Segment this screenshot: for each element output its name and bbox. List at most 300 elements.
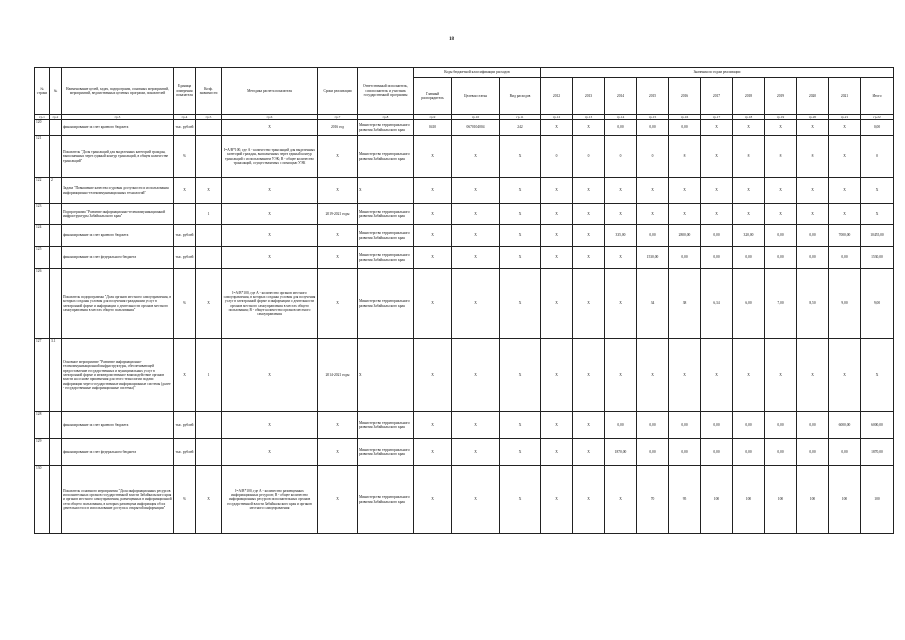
executor-cell: Министерство территориального развития Забайкальского края: [358, 247, 414, 269]
header-year: 2021: [829, 78, 861, 115]
section-code-cell: Х: [452, 339, 500, 412]
name-cell: Показатель "Доля трансакций для выделенных категорий граждан, выполненных через единый контур трансакций, в общем количестве трансакций": [62, 136, 174, 178]
name-cell: Показатель основного мероприятия "Доля информационных ресурсов исполнительных органов государственной власти Забайкальского края и органов местного самоуправления, размещенных в информационной сети общего пользования, в которых размещена информация об их деятельности и в использование доступа к открытой информации": [62, 466, 174, 534]
year-value-cell: 0,00: [669, 247, 701, 269]
year-value-cell: 0,00: [797, 412, 829, 439]
method-cell: Х: [222, 120, 318, 136]
item-number-cell: [50, 120, 62, 136]
executor-cell: Министерство территориального развития Забайкальского края: [358, 269, 414, 339]
year-value-cell: 0,00: [701, 225, 733, 247]
method-cell: Х: [222, 339, 318, 412]
table-header: [35, 68, 894, 120]
header-executor: Ответственный исполнитель, соисполнитель и участник государственной программы: [358, 68, 414, 115]
column-number: гр.19: [765, 115, 797, 120]
exp-type-code-cell: Х: [500, 178, 541, 204]
table-row: [35, 339, 894, 412]
coef-cell: Х: [196, 466, 222, 534]
total-value-cell: 6000,00: [861, 412, 894, 439]
year-value-cell: 38: [669, 269, 701, 339]
exp-type-code-cell: Х: [500, 339, 541, 412]
coef-cell: Х: [196, 269, 222, 339]
year-value-cell: Х: [829, 204, 861, 225]
header-row-no: № строки: [35, 68, 50, 115]
header-year: 2016: [669, 78, 701, 115]
year-value-cell: Х: [829, 120, 861, 136]
column-number: гр.17: [701, 115, 733, 120]
coef-cell: 1: [196, 339, 222, 412]
header-year: 2017: [701, 78, 733, 115]
item-number-cell: [50, 412, 62, 439]
year-value-cell: 1530,00: [637, 247, 669, 269]
total-value-cell: 0: [861, 136, 894, 178]
name-cell: финансирование за счет краевого бюджета: [62, 225, 174, 247]
section-code-cell: Х: [452, 439, 500, 466]
exp-type-code-cell: Х: [500, 247, 541, 269]
year-value-cell: Х: [573, 412, 605, 439]
column-number: гр.4: [174, 115, 196, 120]
method-cell: Х: [222, 247, 318, 269]
header-coef: Коэф. значимости: [196, 68, 222, 115]
total-value-cell: Х: [861, 204, 894, 225]
admin-code-cell: Х: [414, 466, 452, 534]
year-value-cell: 0,00: [829, 247, 861, 269]
year-value-cell: 0,00: [637, 120, 669, 136]
section-code-cell: Х: [452, 225, 500, 247]
row-number-cell: 121: [35, 136, 50, 178]
column-number: гр.20: [797, 115, 829, 120]
table-row: [35, 466, 894, 534]
year-value-cell: Х: [573, 439, 605, 466]
section-code-cell: Х: [452, 204, 500, 225]
year-value-cell: Х: [605, 178, 637, 204]
admin-code-cell: Х: [414, 339, 452, 412]
row-number-cell: 127: [35, 339, 50, 412]
program-indicators-table: [34, 67, 894, 534]
period-cell: Х: [318, 439, 358, 466]
year-value-cell: 0,00: [605, 120, 637, 136]
method-cell: I=A/B*100, где А - количество органов местного самоуправления, в которых созданы условия для получения услуг в электронной форме и информации о деятельности органов местного самоуправления в местах общего пользования; В - общее количество органов местного самоуправления: [222, 269, 318, 339]
table-row: [35, 247, 894, 269]
year-value-cell: 6000,00: [829, 412, 861, 439]
exp-type-code-cell: 242: [500, 120, 541, 136]
row-number-cell: 120: [35, 120, 50, 136]
year-value-cell: Х: [829, 339, 861, 412]
total-value-cell: 0,00: [861, 120, 894, 136]
row-number-cell: 130: [35, 466, 50, 534]
year-value-cell: 8: [797, 136, 829, 178]
header-year: 2015: [637, 78, 669, 115]
row-number-cell: 125: [35, 247, 50, 269]
row-number-cell: 126: [35, 269, 50, 339]
column-number: гр.5: [196, 115, 222, 120]
year-value-cell: Х: [541, 466, 573, 534]
year-value-cell: 0,00: [797, 439, 829, 466]
year-value-cell: Х: [541, 412, 573, 439]
year-value-cell: Х: [765, 178, 797, 204]
year-value-cell: Х: [829, 178, 861, 204]
item-number-cell: [50, 247, 62, 269]
column-number: гр.7: [318, 115, 358, 120]
name-cell: финансирование за счет федерального бюджета: [62, 247, 174, 269]
name-cell: финансирование за счет краевого бюджета: [62, 412, 174, 439]
year-value-cell: Х: [573, 204, 605, 225]
year-value-cell: 0,00: [701, 412, 733, 439]
table-row: [35, 136, 894, 178]
year-value-cell: Х: [605, 339, 637, 412]
year-value-cell: Х: [573, 339, 605, 412]
section-code-cell: Х: [452, 412, 500, 439]
column-number: гр.8: [358, 115, 414, 120]
year-value-cell: Х: [573, 269, 605, 339]
year-value-cell: Х: [637, 178, 669, 204]
column-number: гр.12: [541, 115, 573, 120]
year-value-cell: Х: [733, 339, 765, 412]
header-year: 2012: [541, 78, 573, 115]
header-year: 2014: [605, 78, 637, 115]
unit-cell: %: [174, 269, 196, 339]
year-value-cell: 0: [637, 136, 669, 178]
admin-code-cell: 0410: [414, 120, 452, 136]
year-value-cell: Х: [701, 120, 733, 136]
header-year: 2018: [733, 78, 765, 115]
coef-cell: [196, 136, 222, 178]
table-row: [35, 204, 894, 225]
exp-type-code-cell: Х: [500, 136, 541, 178]
table-row: [35, 178, 894, 204]
period-cell: Х: [318, 178, 358, 204]
row-number-cell: 123: [35, 204, 50, 225]
method-cell: Х: [222, 178, 318, 204]
year-value-cell: 70: [637, 466, 669, 534]
year-value-cell: 0,00: [701, 439, 733, 466]
period-cell: 2014-2021 годы: [318, 339, 358, 412]
year-value-cell: 0: [605, 136, 637, 178]
year-value-cell: 7,00: [765, 269, 797, 339]
year-value-cell: 100: [733, 466, 765, 534]
period-cell: Х: [318, 466, 358, 534]
year-value-cell: Х: [637, 204, 669, 225]
column-number: гр.11: [500, 115, 541, 120]
year-value-cell: 0,00: [733, 439, 765, 466]
coef-cell: [196, 225, 222, 247]
column-number: гр.15: [637, 115, 669, 120]
admin-code-cell: Х: [414, 269, 452, 339]
executor-cell: Министерство территориального развития Забайкальского края: [358, 204, 414, 225]
year-value-cell: 0,00: [637, 412, 669, 439]
total-value-cell: 9,00: [861, 269, 894, 339]
period-cell: Х: [318, 412, 358, 439]
period-cell: 2016 год: [318, 120, 358, 136]
year-value-cell: Х: [797, 178, 829, 204]
method-cell: Х: [222, 225, 318, 247]
executor-cell: Х: [358, 178, 414, 204]
column-number: гр.3: [62, 115, 174, 120]
executor-cell: Министерство территориального развития Забайкальского края: [358, 439, 414, 466]
name-cell: Основное мероприятие "Развитие информационно-телекоммуникационной инфраструктуры, обеспечивающей предоставление государственных и муниципальных услуг в электронной форме и межведомственное взаимодействие органов власти на основе применения для этого технологии подачи информации через государственные информационные системы (далее - государственные информационные системы)": [62, 339, 174, 412]
unit-cell: %: [174, 136, 196, 178]
method-cell: Х: [222, 204, 318, 225]
year-value-cell: Х: [701, 136, 733, 178]
name-cell: финансирование за счет федерального бюджета: [62, 439, 174, 466]
total-value-cell: 1870,00: [861, 439, 894, 466]
item-number-cell: [50, 136, 62, 178]
table-row: [35, 120, 894, 136]
year-value-cell: Х: [573, 120, 605, 136]
year-value-cell: Х: [541, 204, 573, 225]
column-number: гр.18: [733, 115, 765, 120]
unit-cell: Х: [174, 178, 196, 204]
section-code-cell: Х: [452, 136, 500, 178]
column-number: гр.10: [452, 115, 500, 120]
method-cell: I=A/B*100, где А - количество трансакций для выделенных категорий граждан, выполненных через единый контур трансакций с использованием УЭК; В - общее количество трансакций, осуществляемых с помощью УЭК: [222, 136, 318, 178]
header-num: №: [50, 68, 62, 115]
year-value-cell: 0,00: [637, 225, 669, 247]
period-cell: Х: [318, 247, 358, 269]
year-value-cell: Х: [765, 120, 797, 136]
year-value-cell: 8: [765, 136, 797, 178]
year-value-cell: 335,00: [605, 225, 637, 247]
year-value-cell: 100: [701, 466, 733, 534]
column-number: гр.13: [573, 115, 605, 120]
year-value-cell: 95: [669, 466, 701, 534]
exp-type-code-cell: Х: [500, 439, 541, 466]
year-value-cell: 0,00: [829, 439, 861, 466]
total-value-cell: 10455,00: [861, 225, 894, 247]
year-value-cell: Х: [797, 120, 829, 136]
admin-code-cell: Х: [414, 178, 452, 204]
year-value-cell: 0,00: [765, 225, 797, 247]
year-value-cell: Х: [541, 247, 573, 269]
column-number: гр.16: [669, 115, 701, 120]
header-method: Методика расчета показателя: [222, 68, 318, 115]
page-number: 18: [449, 37, 454, 42]
coef-cell: 1: [196, 204, 222, 225]
year-value-cell: 34: [637, 269, 669, 339]
year-value-cell: 0,00: [605, 412, 637, 439]
row-number-cell: 122: [35, 178, 50, 204]
year-value-cell: Х: [541, 269, 573, 339]
admin-code-cell: Х: [414, 204, 452, 225]
name-cell: финансирование за счет краевого бюджета: [62, 120, 174, 136]
year-value-cell: 0: [541, 136, 573, 178]
total-value-cell: Х: [861, 339, 894, 412]
header-unit: Единица измерения показателя: [174, 68, 196, 115]
coef-cell: [196, 439, 222, 466]
table-row: [35, 439, 894, 466]
executor-cell: Министерство территориального развития Забайкальского края: [358, 136, 414, 178]
year-value-cell: 1870,00: [605, 439, 637, 466]
year-value-cell: 0,00: [669, 412, 701, 439]
section-code-cell: Х: [452, 269, 500, 339]
unit-cell: тыс. рублей: [174, 412, 196, 439]
admin-code-cell: Х: [414, 412, 452, 439]
executor-cell: Министерство территориального развития Забайкальского края: [358, 120, 414, 136]
unit-cell: тыс. рублей: [174, 225, 196, 247]
period-cell: Х: [318, 225, 358, 247]
header-year: 2019: [765, 78, 797, 115]
year-value-cell: Х: [797, 339, 829, 412]
exp-type-code-cell: Х: [500, 204, 541, 225]
year-value-cell: 100: [765, 466, 797, 534]
year-value-cell: Х: [541, 120, 573, 136]
year-value-cell: Х: [541, 225, 573, 247]
year-value-cell: 8: [733, 136, 765, 178]
period-cell: Х: [318, 269, 358, 339]
name-cell: Задача "Повышение качества и уровня доступности и использования информационно-телекоммуникационных технологий": [62, 178, 174, 204]
column-number: гр.9: [414, 115, 452, 120]
column-number: гр.14: [605, 115, 637, 120]
table-body: [35, 120, 894, 534]
year-value-cell: Х: [765, 204, 797, 225]
header-name: Наименование целей, задач, подпрограмм, основных мероприятий, мероприятий, ведомственных целевых программ, показателей: [62, 68, 174, 115]
column-number: гр.1: [35, 115, 50, 120]
header-bcc-group: Коды бюджетной классификации расходов: [414, 68, 541, 78]
unit-cell: тыс. рублей: [174, 439, 196, 466]
year-value-cell: Х: [605, 269, 637, 339]
admin-code-cell: Х: [414, 136, 452, 178]
year-value-cell: 6,34: [701, 269, 733, 339]
year-value-cell: 0,00: [765, 412, 797, 439]
year-value-cell: 0,00: [669, 120, 701, 136]
year-value-cell: Х: [573, 178, 605, 204]
admin-code-cell: Х: [414, 439, 452, 466]
total-value-cell: 1530,00: [861, 247, 894, 269]
year-value-cell: Х: [573, 247, 605, 269]
year-value-cell: 2800,00: [669, 225, 701, 247]
header-section: Целевая статья: [452, 78, 500, 115]
executor-cell: Х: [358, 339, 414, 412]
year-value-cell: 9,00: [829, 269, 861, 339]
year-value-cell: Х: [701, 178, 733, 204]
row-number-cell: 129: [35, 439, 50, 466]
year-value-cell: Х: [669, 178, 701, 204]
year-value-cell: Х: [541, 439, 573, 466]
column-number: гр.6: [222, 115, 318, 120]
year-value-cell: Х: [701, 204, 733, 225]
column-number: гр.2: [50, 115, 62, 120]
year-value-cell: 100: [797, 466, 829, 534]
year-value-cell: 8,50: [797, 269, 829, 339]
year-value-cell: Х: [605, 204, 637, 225]
column-number: гр.21: [829, 115, 861, 120]
year-value-cell: Х: [669, 204, 701, 225]
year-value-cell: 0: [573, 136, 605, 178]
item-number-cell: [50, 439, 62, 466]
executor-cell: Министерство территориального развития Забайкальского края: [358, 225, 414, 247]
item-number-cell: 2: [50, 178, 62, 204]
unit-cell: [174, 204, 196, 225]
item-number-cell: 3.1: [50, 339, 62, 412]
executor-cell: Министерство территориального развития Забайкальского края: [358, 412, 414, 439]
row-number-cell: 124: [35, 225, 50, 247]
section-code-cell: 0670104004: [452, 120, 500, 136]
coef-cell: [196, 412, 222, 439]
year-value-cell: 0,00: [765, 247, 797, 269]
section-code-cell: Х: [452, 247, 500, 269]
year-value-cell: Х: [573, 225, 605, 247]
item-number-cell: [50, 269, 62, 339]
header-exp-type: Вид расходов: [500, 78, 541, 115]
year-value-cell: 7000,00: [829, 225, 861, 247]
unit-cell: тыс. рублей: [174, 247, 196, 269]
year-value-cell: 0,00: [669, 439, 701, 466]
executor-cell: Министерство территориального развития Забайкальского края: [358, 466, 414, 534]
unit-cell: тыс. рублей: [174, 120, 196, 136]
year-value-cell: 0,00: [733, 247, 765, 269]
year-value-cell: Х: [605, 247, 637, 269]
year-value-cell: Х: [573, 466, 605, 534]
year-value-cell: Х: [637, 339, 669, 412]
table-row: [35, 269, 894, 339]
year-value-cell: 0,00: [733, 412, 765, 439]
year-value-cell: 0,00: [701, 247, 733, 269]
year-value-cell: Х: [541, 339, 573, 412]
year-value-cell: Х: [605, 466, 637, 534]
coef-cell: [196, 247, 222, 269]
header-admin: Главный распорядитель: [414, 78, 452, 115]
section-code-cell: Х: [452, 466, 500, 534]
year-value-cell: Х: [541, 178, 573, 204]
year-value-cell: 0,00: [797, 247, 829, 269]
year-value-cell: 6,00: [733, 269, 765, 339]
method-cell: Х: [222, 412, 318, 439]
header-year: 2020: [797, 78, 829, 115]
header-values-group: Значения по годам реализации: [541, 68, 894, 78]
year-value-cell: Х: [829, 136, 861, 178]
year-value-cell: 8: [669, 136, 701, 178]
name-cell: Подпрограмма "Развитие информационно-телекоммуникационной инфраструктуры Забайкальского края": [62, 204, 174, 225]
table-row: [35, 225, 894, 247]
item-number-cell: [50, 225, 62, 247]
header-year: 2013: [573, 78, 605, 115]
exp-type-code-cell: Х: [500, 225, 541, 247]
header-period: Сроки реализации: [318, 68, 358, 115]
year-value-cell: Х: [733, 204, 765, 225]
table-row: [35, 412, 894, 439]
item-number-cell: [50, 466, 62, 534]
year-value-cell: Х: [765, 339, 797, 412]
year-value-cell: Х: [733, 178, 765, 204]
coef-cell: Х: [196, 178, 222, 204]
section-code-cell: Х: [452, 178, 500, 204]
total-value-cell: 100: [861, 466, 894, 534]
year-value-cell: 320,00: [733, 225, 765, 247]
admin-code-cell: Х: [414, 225, 452, 247]
name-cell: Показатель подпрограммы "Доля органов местного самоуправления, в которых созданы условия для получения гражданами услуг в электронной форме и информации о деятельности органов местного самоуправления в местах общего пользования": [62, 269, 174, 339]
method-cell: Х: [222, 439, 318, 466]
year-value-cell: Х: [733, 120, 765, 136]
year-value-cell: 0,00: [765, 439, 797, 466]
year-value-cell: 100: [829, 466, 861, 534]
column-number: гр.22: [861, 115, 894, 120]
admin-code-cell: Х: [414, 247, 452, 269]
year-value-cell: Х: [797, 204, 829, 225]
year-value-cell: Х: [701, 339, 733, 412]
exp-type-code-cell: Х: [500, 269, 541, 339]
unit-cell: Х: [174, 339, 196, 412]
exp-type-code-cell: Х: [500, 412, 541, 439]
total-value-cell: Х: [861, 178, 894, 204]
year-value-cell: 0,00: [637, 439, 669, 466]
year-value-cell: Х: [669, 339, 701, 412]
coef-cell: [196, 120, 222, 136]
item-number-cell: [50, 204, 62, 225]
header-total: Итого: [861, 78, 894, 115]
period-cell: 2019-2021 годы: [318, 204, 358, 225]
row-number-cell: 128: [35, 412, 50, 439]
unit-cell: %: [174, 466, 196, 534]
method-cell: I=A/B*100, где А - количество размещенных информационных ресурсов; В - общее количество информационных ресурсов исполнительных органов государственной власти Забайкальского края и органов местного самоуправления: [222, 466, 318, 534]
